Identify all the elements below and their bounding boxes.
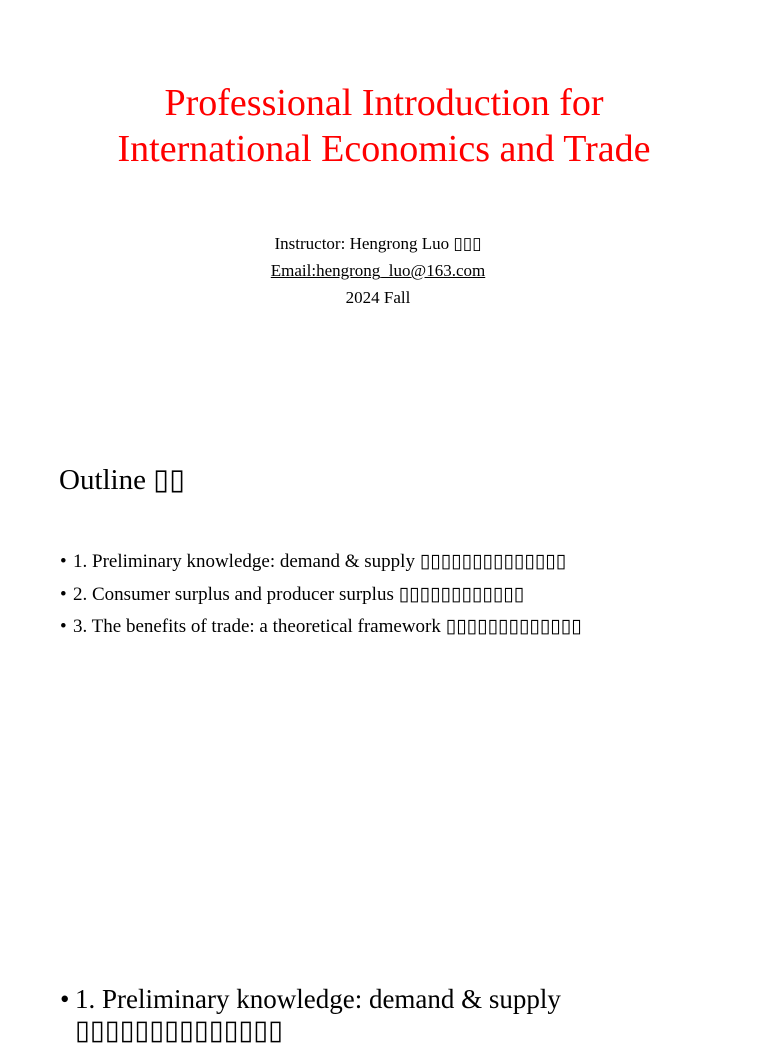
outline-item: • 2. Consumer surplus and producer surplus ▯▯▯▯▯▯▯▯▯▯▯▯ (60, 583, 582, 607)
outline-item: • 1. Preliminary knowledge: demand & supply ▯▯▯▯▯▯▯▯▯▯▯▯▯▯ (60, 550, 582, 574)
slide-title: Professional Introduction for International Economics and Trade (117, 82, 651, 170)
outline-slide (0, 440, 768, 960)
outline-heading: Outline ▯▯ (59, 464, 186, 496)
email-link[interactable]: Email:hengrong_luo@163.com (270, 261, 486, 280)
title-slide (0, 0, 768, 440)
section-heading: • 1. Preliminary knowledge: demand & supply ▯▯▯▯▯▯▯▯▯▯▯▯▯▯ (60, 984, 735, 1046)
term-line: 2024 Fall (345, 288, 411, 307)
instructor-line: Instructor: Hengrong Luo ▯▯▯ (274, 234, 482, 253)
outline-item: • 3. The benefits of trade: a theoretical framework ▯▯▯▯▯▯▯▯▯▯▯▯▯ (60, 615, 582, 639)
outline-list (60, 550, 582, 648)
section-slide (0, 960, 768, 1045)
